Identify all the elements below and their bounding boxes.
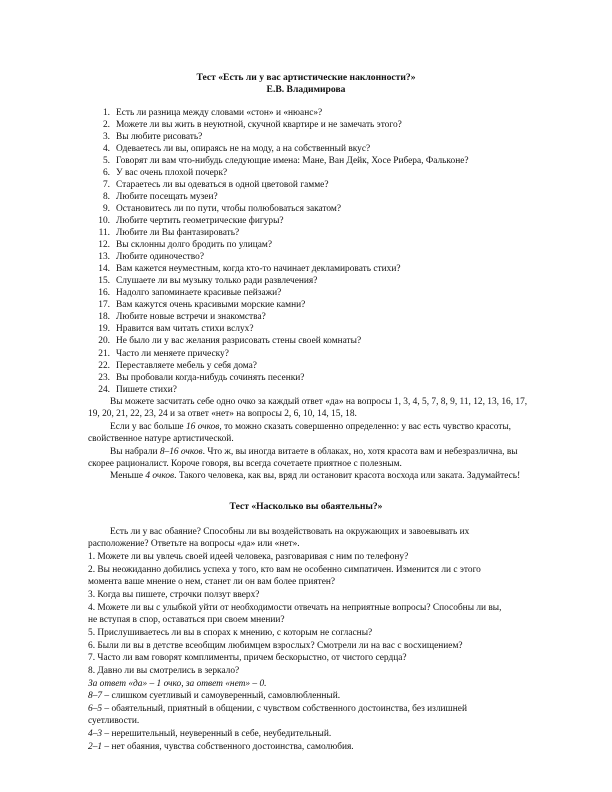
question-number: 1. xyxy=(102,107,110,118)
test2-question-8: 8. Давно ли вы смотрелись в зеркало? xyxy=(88,666,240,676)
question-text: Можете ли вы жить в неуютной, скучной квартире и не замечать этого? xyxy=(116,119,402,130)
test2-intro-line2: расположение? Ответьте на вопросы «да» или «нет». xyxy=(88,539,300,549)
question-number: 2. xyxy=(102,119,110,130)
question-number: 18. xyxy=(98,312,110,323)
question-number: 24. xyxy=(98,384,110,395)
question-text: Нравится вам читать стихи вслух? xyxy=(116,324,254,335)
question-text: Часто ли меняете прическу? xyxy=(116,348,229,359)
question-number: 3. xyxy=(102,131,110,142)
question-text: Вы пробовали когда-нибудь сочинять песенки? xyxy=(116,372,305,383)
question-text: Вам кажутся очень красивыми морские камни? xyxy=(116,300,306,311)
question-text: Говорят ли вам что-нибудь следующие имена: Мане, Ван Дейк, Хосе Рибера, Фальконе? xyxy=(116,155,469,166)
test1-scoring-line1: Вы можете засчитать себе одно очко за каждый ответ «да» на вопросы 1, 3, 4, 5, 7, 8, 9, 11, 12, 13, 16, 17, xyxy=(110,397,528,407)
test2-result-8-7: 8–7 – слишком суетливый и самоуверенный, самовлюбленный. xyxy=(88,691,341,701)
question-number: 8. xyxy=(102,191,110,202)
test1-result-high: Если у вас больше 16 очков, то можно сказать совершенно определенно: у вас есть чувство красоты, xyxy=(110,422,512,432)
question-number: 5. xyxy=(102,155,110,166)
test2-title: Тест «Насколько вы обаятельны?» xyxy=(229,501,383,512)
test2-result-6-5-line2: суетливости. xyxy=(88,716,140,726)
question-number: 19. xyxy=(98,324,110,335)
question-text: Слушаете ли вы музыку только ради развлечения? xyxy=(116,276,318,287)
question-number: 10. xyxy=(98,215,110,226)
question-number: 16. xyxy=(98,288,110,299)
question-text: Любите ли Вы фантазировать? xyxy=(116,228,240,238)
question-text: Одеваетесь ли вы, опираясь не на моду, а на собственный вкус? xyxy=(116,143,371,154)
question-text: Любите новые встречи и знакомства? xyxy=(116,312,266,323)
question-text: Любите посещать музеи? xyxy=(116,191,218,202)
test1-result-mid-line2: скорее рационалист. Короче говоря, вы всегда сочетаете приятное с полезным. xyxy=(88,459,402,469)
test1-scoring-line2: 19, 20, 21, 22, 23, 24 и за ответ «нет» на вопросы 2, 6, 10, 14, 15, 18. xyxy=(88,409,357,419)
question-text: Переставляете мебель у себя дома? xyxy=(116,360,257,371)
test2-question-2-line2: момента ваше мнение о нем, станет ли он вам более приятен? xyxy=(88,577,336,587)
test1-result-low: Меньше 4 очков. Такого человека, как вы, вряд ли остановит красота восхода или заката. Задумайтесь! xyxy=(110,471,521,481)
test2-intro-line1: Есть ли у вас обаяние? Способны ли вы воздействовать на окружающих и завоевывать их xyxy=(110,527,470,537)
test2-result-6-5: 6–5 – обаятельный, приятный в общении, с чувством собственного достоинства, без излишней xyxy=(88,704,467,714)
question-text: Пишете стихи? xyxy=(116,384,177,395)
test2-question-4-line2: не вступая в спор, оставаться при своем мнении? xyxy=(88,615,285,625)
question-number: 12. xyxy=(98,240,110,251)
question-number: 9. xyxy=(102,203,110,214)
test2-result-4-3: 4–3 – нерешительный, неуверенный в себе, неубедительный. xyxy=(88,729,332,739)
test1-title: Тест «Есть ли у вас артистические наклонности?» xyxy=(196,72,416,83)
question-number: 21. xyxy=(98,348,110,359)
test1-result-high-line2: свойственное натуре артистической. xyxy=(88,434,234,444)
question-text: Остановитесь ли по пути, чтобы полюбоваться закатом? xyxy=(116,203,342,214)
test2-question-5: 5. Прислушиваетесь ли вы в спорах к мнению, с которым не согласны? xyxy=(88,628,373,638)
test2-result-2-1: 2–1 – нет обаяния, чувства собственного достоинства, самолюбия. xyxy=(88,742,354,752)
question-number: 13. xyxy=(98,252,110,263)
question-text: Вам кажется неуместным, когда кто-то начинает декламировать стихи? xyxy=(116,264,401,275)
test2-question-4: 4. Можете ли вы с улыбкой уйти от необходимости отвечать на неприятные вопросы? Способны ли вы, xyxy=(88,603,502,613)
question-number: 15. xyxy=(98,276,110,287)
test2-question-1: 1. Можете ли вы увлечь своей идеей человека, разговаривая с ним по телефону? xyxy=(88,552,409,562)
question-text: Надолго запоминаете красивые пейзажи? xyxy=(116,288,282,299)
question-number: 20. xyxy=(98,336,110,347)
test2-question-3: 3. Когда вы пишете, строчки ползут вверх? xyxy=(88,590,260,600)
question-text: Не было ли у вас желания разрисовать стены своей комнаты? xyxy=(116,336,362,347)
test1-author: Е.В. Владимирова xyxy=(266,84,346,95)
question-number: 7. xyxy=(102,179,110,190)
test2-scoring: За ответ «да» – 1 очко, за ответ «нет» – 0. xyxy=(88,679,267,689)
question-number: 23. xyxy=(98,372,110,383)
question-number: 17. xyxy=(98,300,110,311)
test2-question-7: 7. Часто ли вам говорят комплименты, причем бескорыстно, от чистого сердца? xyxy=(88,653,407,663)
question-text: Вы склонны долго бродить по улицам? xyxy=(116,240,272,251)
test2-question-6: 6. Были ли вы в детстве всеобщим любимцем взрослых? Смотрели ли на вас с восхищением? xyxy=(88,641,463,651)
question-number: 11. xyxy=(98,228,110,238)
question-text: Любите чертить геометрические фигуры? xyxy=(116,215,284,226)
question-number: 6. xyxy=(102,167,110,178)
question-number: 14. xyxy=(98,264,110,275)
test1-result-mid: Вы набрали 8–16 очков. Что ж, вы иногда витаете в облаках, но, хотя красота вам и небезразлична, вы xyxy=(110,447,518,457)
question-text: Стараетесь ли вы одеваться в одной цветовой гамме? xyxy=(116,179,329,190)
question-text: Любите одиночество? xyxy=(116,252,204,263)
question-text: Есть ли разница между словами «стон» и «нюанс»? xyxy=(116,107,323,118)
question-text: Вы любите рисовать? xyxy=(116,131,203,142)
question-text: У вас очень плохой почерк? xyxy=(116,167,228,178)
test2-question-2: 2. Вы неожиданно добились успеха у того, кто вам не особенно симпатичен. Изменится ли с этого xyxy=(88,565,481,575)
question-number: 22. xyxy=(98,360,110,371)
question-number: 4. xyxy=(102,143,110,154)
